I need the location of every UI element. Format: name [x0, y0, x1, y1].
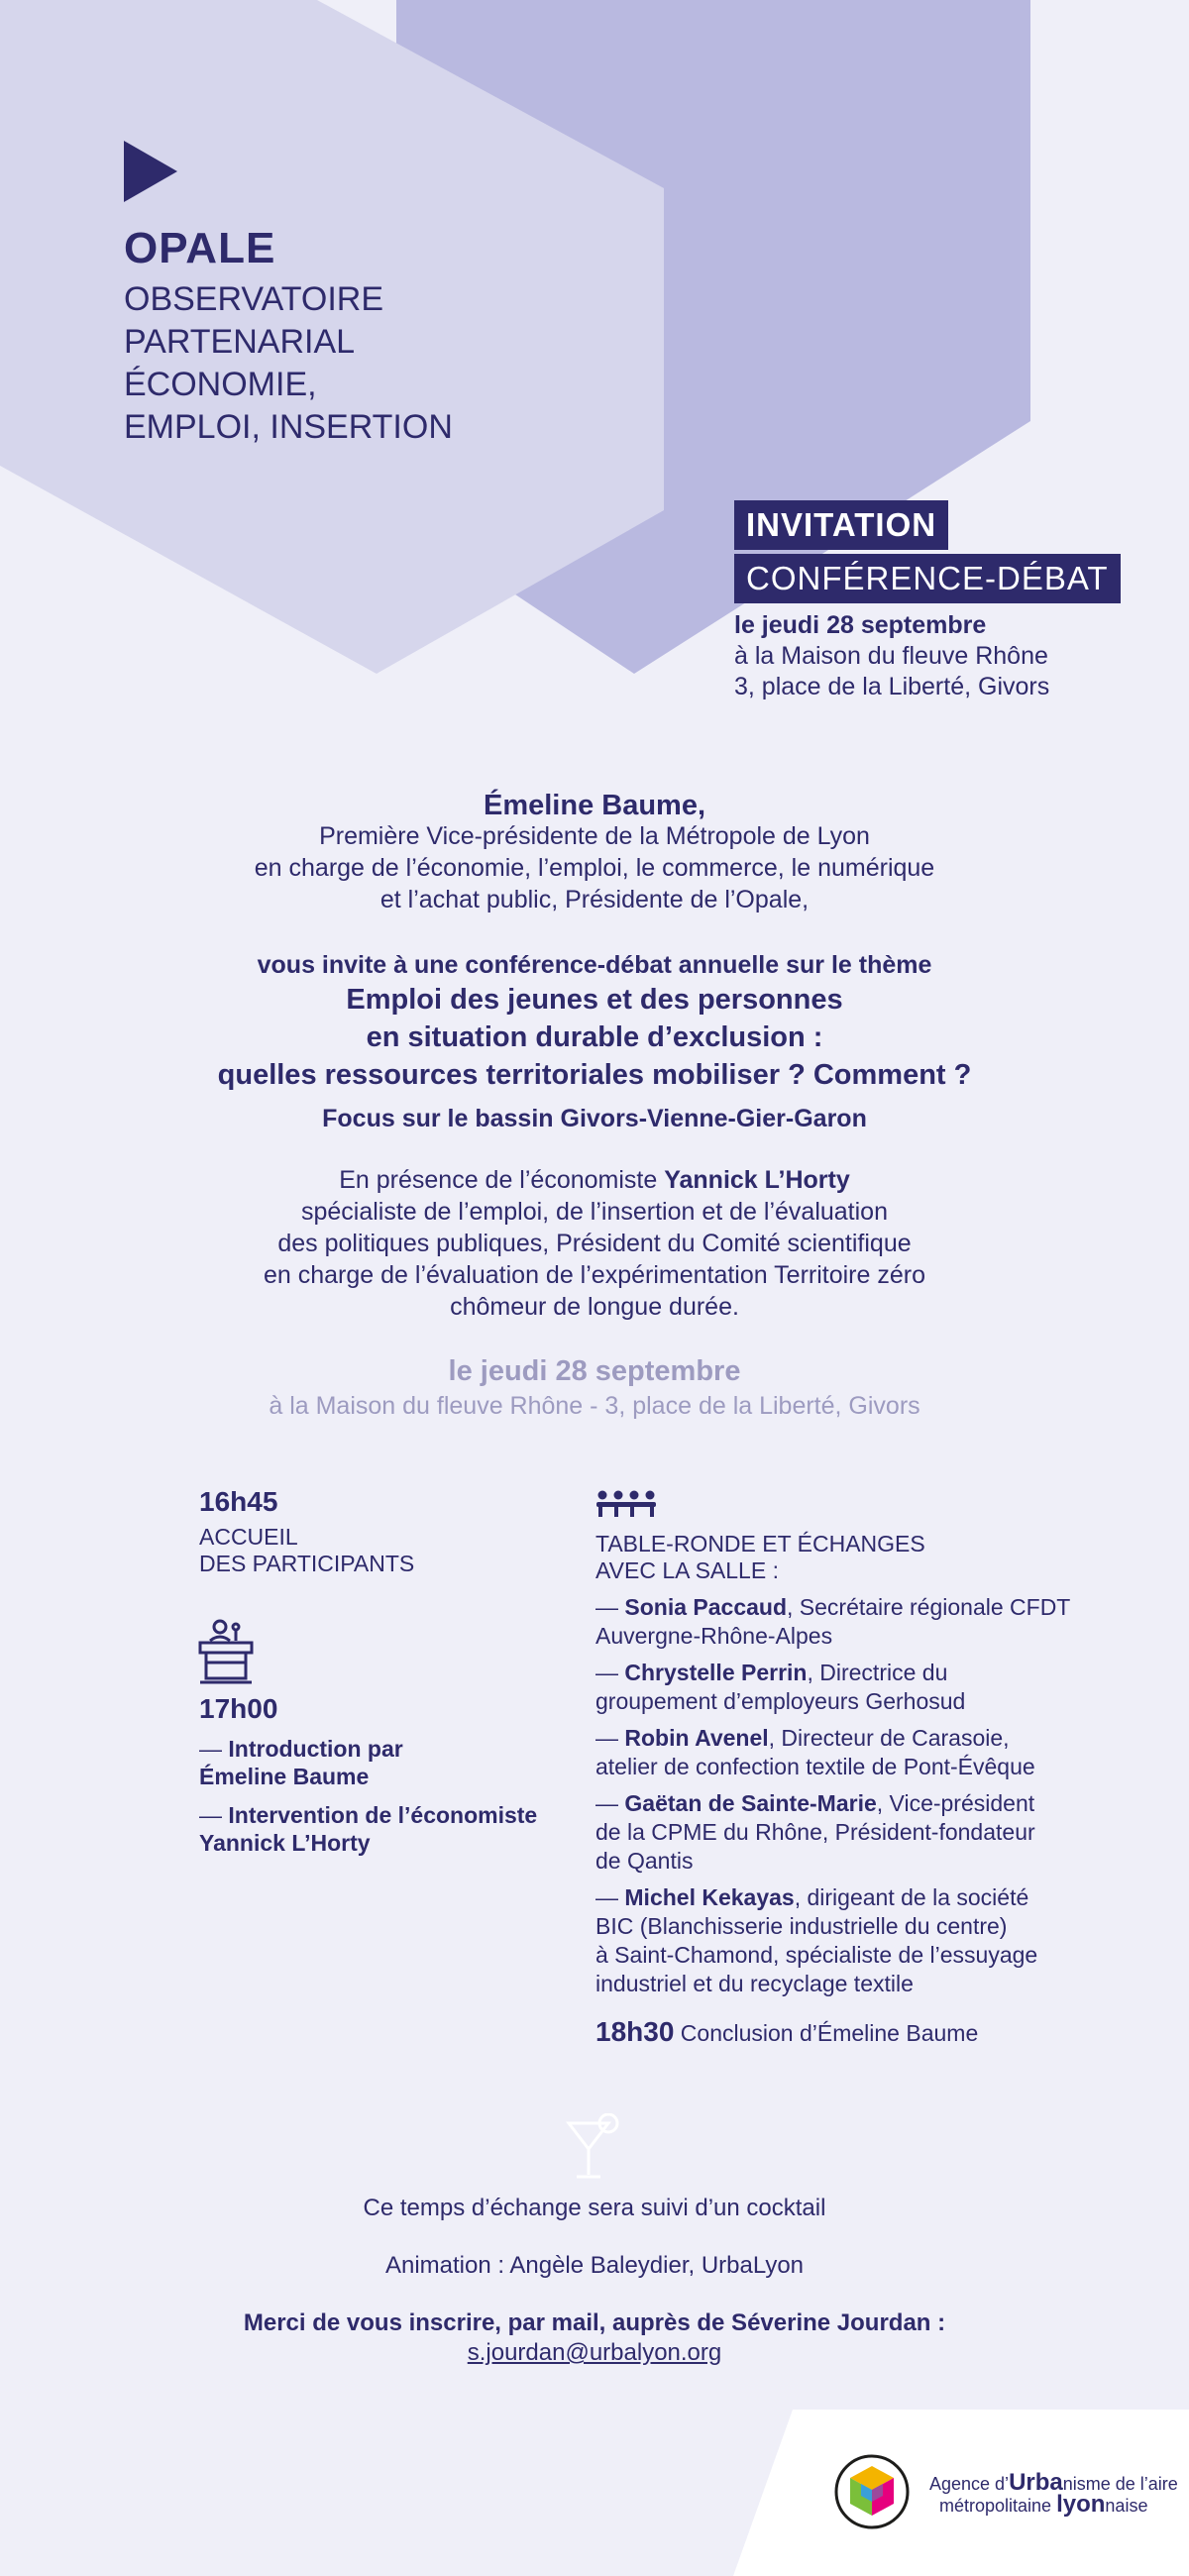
org-name-line: EMPLOI, INSERTION — [124, 408, 453, 446]
cocktail-glass-icon — [563, 2113, 626, 2183]
talk-item: — Introduction par — [199, 1736, 403, 1762]
panelist-cont: industriel et du recyclage textile — [595, 1971, 914, 1996]
talk-item-cont: Yannick L’Horty — [199, 1830, 371, 1856]
closing-time: 18h30 — [595, 2016, 675, 2047]
guest-name: Yannick L’Horty — [664, 1166, 850, 1194]
panelist: — Robin Avenel, Directeur de Carasoie, — [595, 1725, 1010, 1751]
invitation-subtitle: CONFÉRENCE-DÉBAT — [734, 554, 1121, 603]
host-role-line: en charge de l’économie, l’emploi, le commerce, le numérique — [254, 854, 935, 882]
guest-bio-line: chômeur de longue durée. — [450, 1293, 739, 1321]
guest-bio-line: spécialiste de l’emploi, de l’insertion et de l’évaluation — [300, 1198, 888, 1226]
panelist-cont: à Saint-Chamond, spécialiste de l’essuyage — [595, 1942, 1038, 1968]
host-role-line: et l’achat public, Présidente de l’Opale, — [379, 886, 810, 913]
theme-focus: Focus sur le bassin Givors-Vienne-Gier-Garon — [322, 1105, 867, 1132]
guest-bio-line: des politiques publiques, Président du Comité scientifique — [277, 1230, 912, 1257]
theme-title-line: en situation durable d’exclusion : — [366, 1021, 823, 1053]
closing-text: Conclusion d’Émeline Baume — [674, 2020, 979, 2046]
cocktail-note: Ce temps d’échange sera suivi d’un cocktail — [363, 2195, 826, 2221]
theme-intro: vous invite à une conférence-débat annuelle sur le thème — [257, 951, 932, 979]
animation-credit: Animation : Angèle Baleydier, UrbaLyon — [384, 2252, 805, 2279]
org-name-line: PARTENARIAL — [124, 323, 356, 361]
guest-intro: En présence de l’économiste — [339, 1166, 665, 1194]
panelist: — Michel Kekayas, dirigeant de la société — [595, 1884, 1029, 1910]
email-link[interactable]: s.jourdan@urbalyon.org — [467, 2339, 722, 2366]
panelist-cont: BIC (Blanchisserie industrielle du centre) — [595, 1913, 1008, 1939]
people-group-icon — [594, 1489, 658, 1519]
round-table-title: AVEC LA SALLE : — [595, 1557, 779, 1583]
welcome-label: ACCUEIL — [199, 1524, 298, 1550]
theme-title-line: Emploi des jeunes et des personnes — [346, 984, 843, 1016]
host-name: Émeline Baume, — [483, 790, 706, 821]
logo-text-line2: métropolitaine lyonnaise — [939, 2491, 1148, 2518]
theme-title-line: quelles ressources territoriales mobiliser ? Comment ? — [217, 1059, 972, 1091]
panelist-cont: groupement d’employeurs Gerhosud — [595, 1688, 966, 1714]
host-role-line: Première Vice-présidente de la Métropole de Lyon — [319, 822, 870, 850]
invitation-title: INVITATION — [734, 500, 948, 550]
logo-text-line1: Agence d’Urbanisme de l’aire — [929, 2469, 1178, 2496]
registration-note: Merci de vous inscrire, par mail, auprès de Séverine Jourdan : — [243, 2309, 946, 2336]
guest-intro-line — [0, 1166, 1189, 1195]
panelist: — Gaëtan de Sainte-Marie, Vice-président — [595, 1790, 1035, 1816]
invitation-address: 3, place de la Liberté, Givors — [734, 673, 1050, 700]
round-table-title: TABLE-RONDE ET ÉCHANGES — [595, 1531, 925, 1556]
talk-time: 17h00 — [199, 1693, 278, 1724]
welcome-label: DES PARTICIPANTS — [199, 1551, 415, 1576]
welcome-time: 16h45 — [199, 1486, 278, 1517]
invitation-place: à la Maison du fleuve Rhône — [734, 642, 1048, 670]
event-date-repeat: le jeudi 28 septembre — [448, 1355, 741, 1387]
panelist: — Sonia Paccaud, Secrétaire régionale CFDT — [595, 1594, 1071, 1620]
invitation-date: le jeudi 28 septembre — [734, 611, 987, 639]
panelist-cont: de la CPME du Rhône, Président-fondateur — [595, 1819, 1035, 1845]
talk-item-cont: Émeline Baume — [199, 1764, 370, 1789]
event-place-repeat: à la Maison du fleuve Rhône - 3, place de la Liberté, Givors — [269, 1392, 920, 1420]
play-triangle-icon — [124, 141, 179, 202]
guest-bio-line: en charge de l’évaluation de l’expérimentation Territoire zéro — [264, 1261, 925, 1289]
talk-item: — Intervention de l’économiste — [199, 1802, 538, 1828]
org-acronym: OPALE — [124, 224, 276, 272]
closing-item — [595, 2018, 978, 2047]
panelist-cont: atelier de confection textile de Pont-Évêque — [595, 1754, 1035, 1779]
urbalyon-logo-icon — [828, 2452, 918, 2531]
podium-icon — [198, 1619, 256, 1688]
org-name-line: ÉCONOMIE, — [124, 366, 317, 403]
panelist: — Chrystelle Perrin, Directrice du — [595, 1660, 948, 1685]
panelist-cont: de Qantis — [595, 1848, 694, 1874]
org-name-line: OBSERVATOIRE — [124, 280, 384, 318]
panelist-cont: Auvergne-Rhône-Alpes — [595, 1623, 833, 1649]
